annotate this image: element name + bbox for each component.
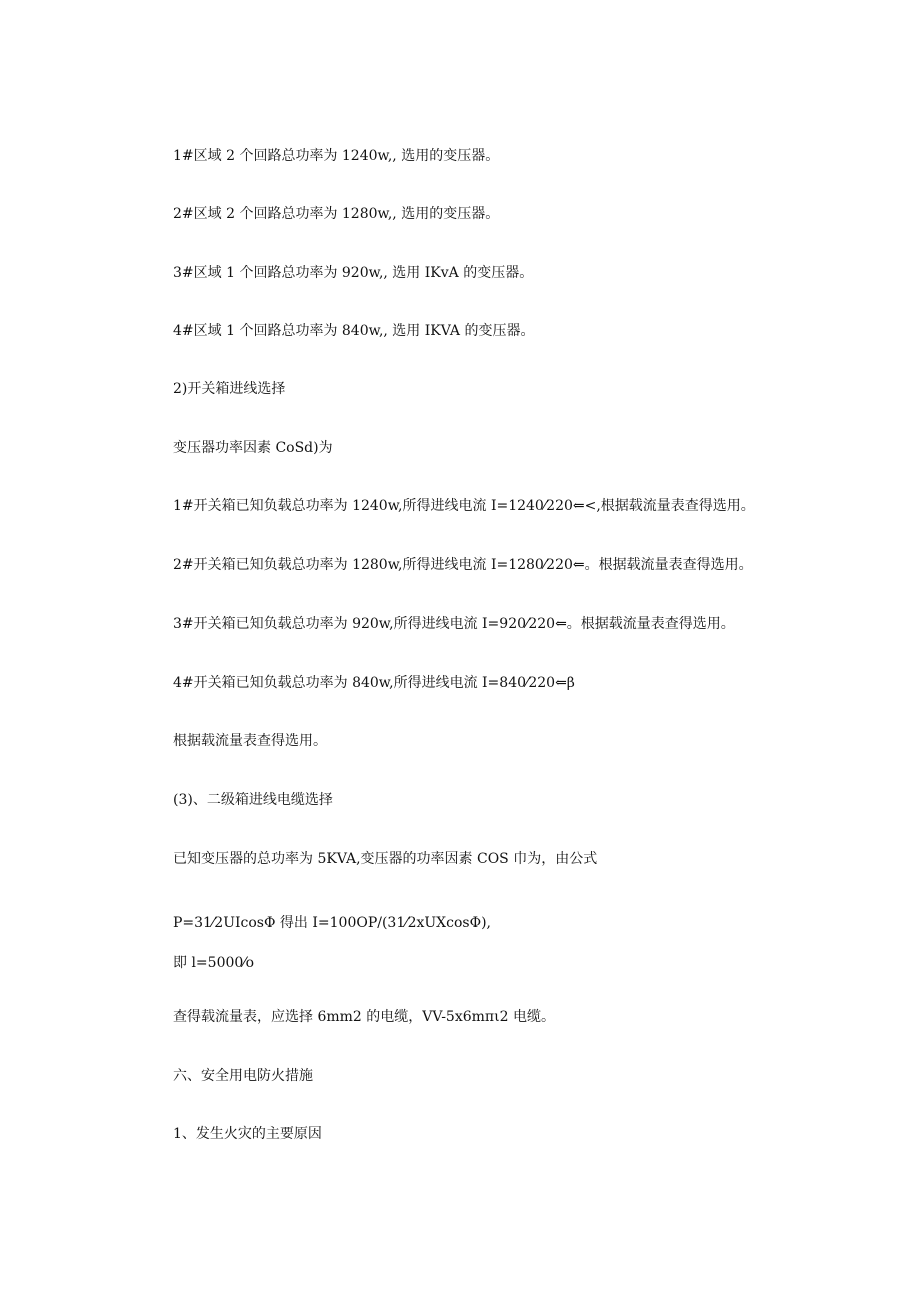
text-line: 4#开关箱已知负载总功率为 840w,所得进线电流 I=840⁄220⇐β — [173, 675, 575, 691]
text-line: 3#开关箱已知负载总功率为 920w,所得进线电流 I=920⁄220⇐。根据载流量表查得选用。 — [173, 616, 735, 632]
text-line: 查得载流量表，应选择 6mm2 的电缆，VV-5x6mπι2 电缆。 — [173, 1009, 555, 1025]
text-line: 3#区域 1 个回路总功率为 920w,, 选用 IKvA 的变压器。 — [173, 265, 534, 281]
section-heading: 2)开关箱进线选择 — [173, 381, 286, 397]
section-heading: (3)、二级箱进线电缆选择 — [173, 792, 333, 808]
formula-line: 即 l=5000⁄o — [173, 955, 255, 971]
text-line: 已知变压器的总功率为 5KVA,变压器的功率因素 COS 巾为，由公式 — [173, 851, 598, 867]
section-heading: 1、发生火灾的主要原因 — [173, 1126, 322, 1142]
text-line: 2#开关箱已知负载总功率为 1280w,所得进线电流 I=1280⁄220⇐。根据载流量表查得选用。 — [173, 557, 753, 573]
formula-line: P=31⁄2UIcosΦ 得出 I=100OP/(31⁄2xUXcosΦ), — [173, 915, 491, 931]
text-line: 4#区域 1 个回路总功率为 840w,, 选用 IKVA 的变压器。 — [173, 323, 535, 339]
text-line: 根据载流量表查得选用。 — [173, 733, 327, 749]
section-heading: 六、安全用电防火措施 — [173, 1068, 313, 1084]
text-line: 变压器功率因素 CoSd)为 — [173, 440, 333, 456]
text-line: 1#开关箱已知负载总功率为 1240w,所得进线电流 I=1240⁄220⇐<,根据载流量表查得选用。 — [173, 498, 755, 514]
text-line: 2#区域 2 个回路总功率为 1280w,, 选用的变压器。 — [173, 206, 500, 222]
text-line: 1#区域 2 个回路总功率为 1240w,, 选用的变压器。 — [173, 148, 500, 164]
